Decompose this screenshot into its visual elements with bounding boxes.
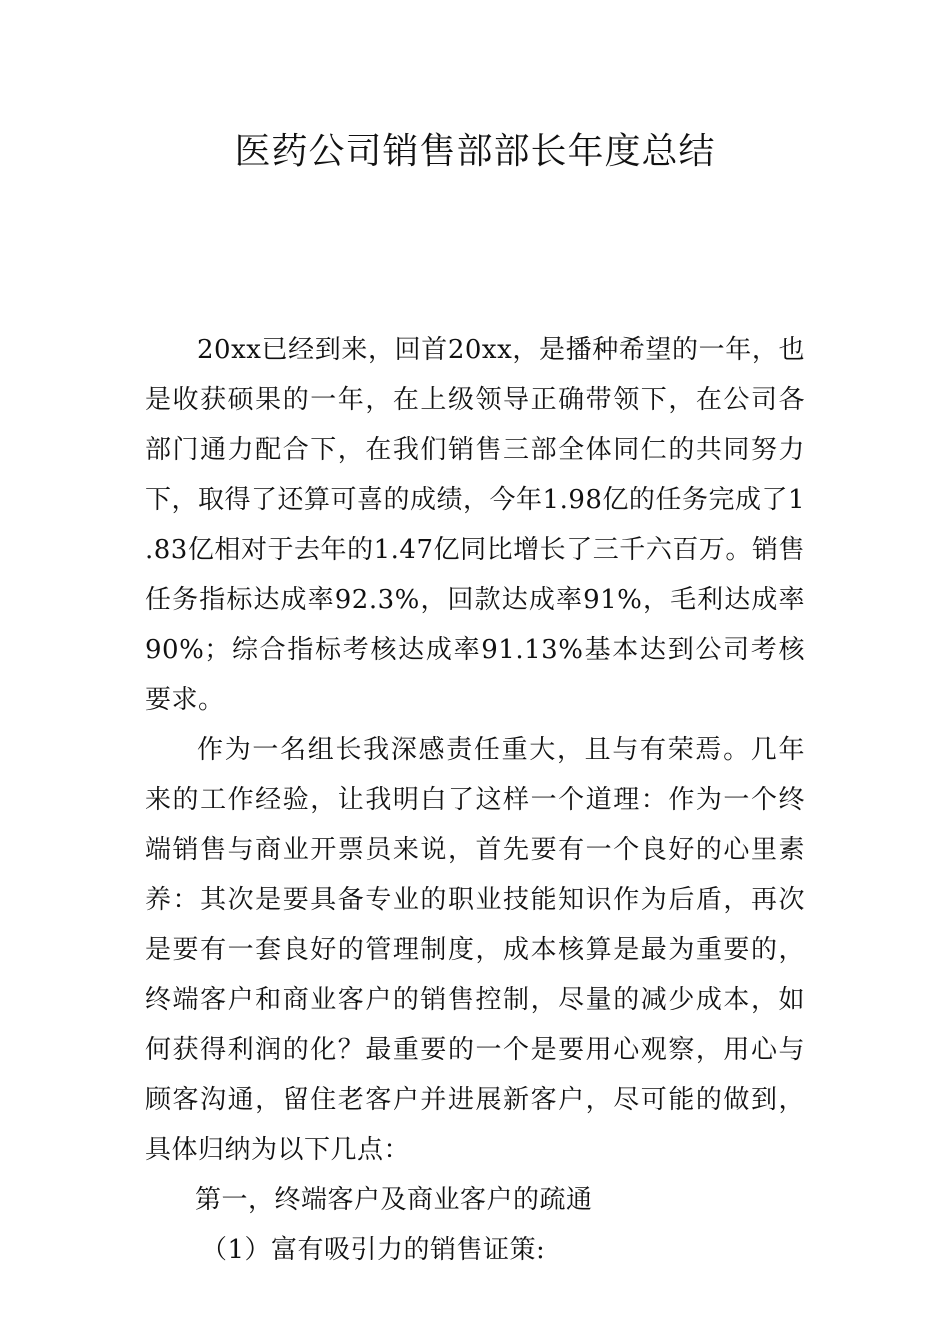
document-title: 医药公司销售部部长年度总结 xyxy=(234,131,716,172)
document-body xyxy=(145,325,805,1275)
section-heading: 第一，终端客户及商业客户的疏通 xyxy=(195,1185,593,1215)
paragraph-experience: 作为一名组长我深感责任重大，且与有荣焉。几年来的工作经验，让我明白了这样一个道理：作为一个终端销售与商业开票员来说，首先要有一个良好的心里素养：其次是要具备专业的职业技能知识作为后盾，再次是要有一套良好的管理制度，成本核算是最为重要的，终端客户和商业客户的销售控制，尽量的减少成本，如何获得利润的化？最重要的一个是要用心观察，用心与顾客沟通，留住老客户并进展新客户，尽可能的做到，具体归纳为以下几点： xyxy=(145,735,805,1165)
paragraph-summary: 20xx已经到来，回首20xx，是播种希望的一年，也是收获硕果的一年，在上级领导正确带领下，在公司各部门通力配合下，在我们销售三部全体同仁的共同努力下，取得了还算可喜的成绩，今年1.98亿的任务完成了1.83亿相对于去年的1.47亿同比增长了三千六百万。销售任务指标达成率92.3%，回款达成率91%，毛利达成率90%；综合指标考核达成率91.13%基本达到公司考核要求。 xyxy=(145,335,805,715)
subsection-heading: （1）富有吸引力的销售证策: xyxy=(201,1235,546,1265)
